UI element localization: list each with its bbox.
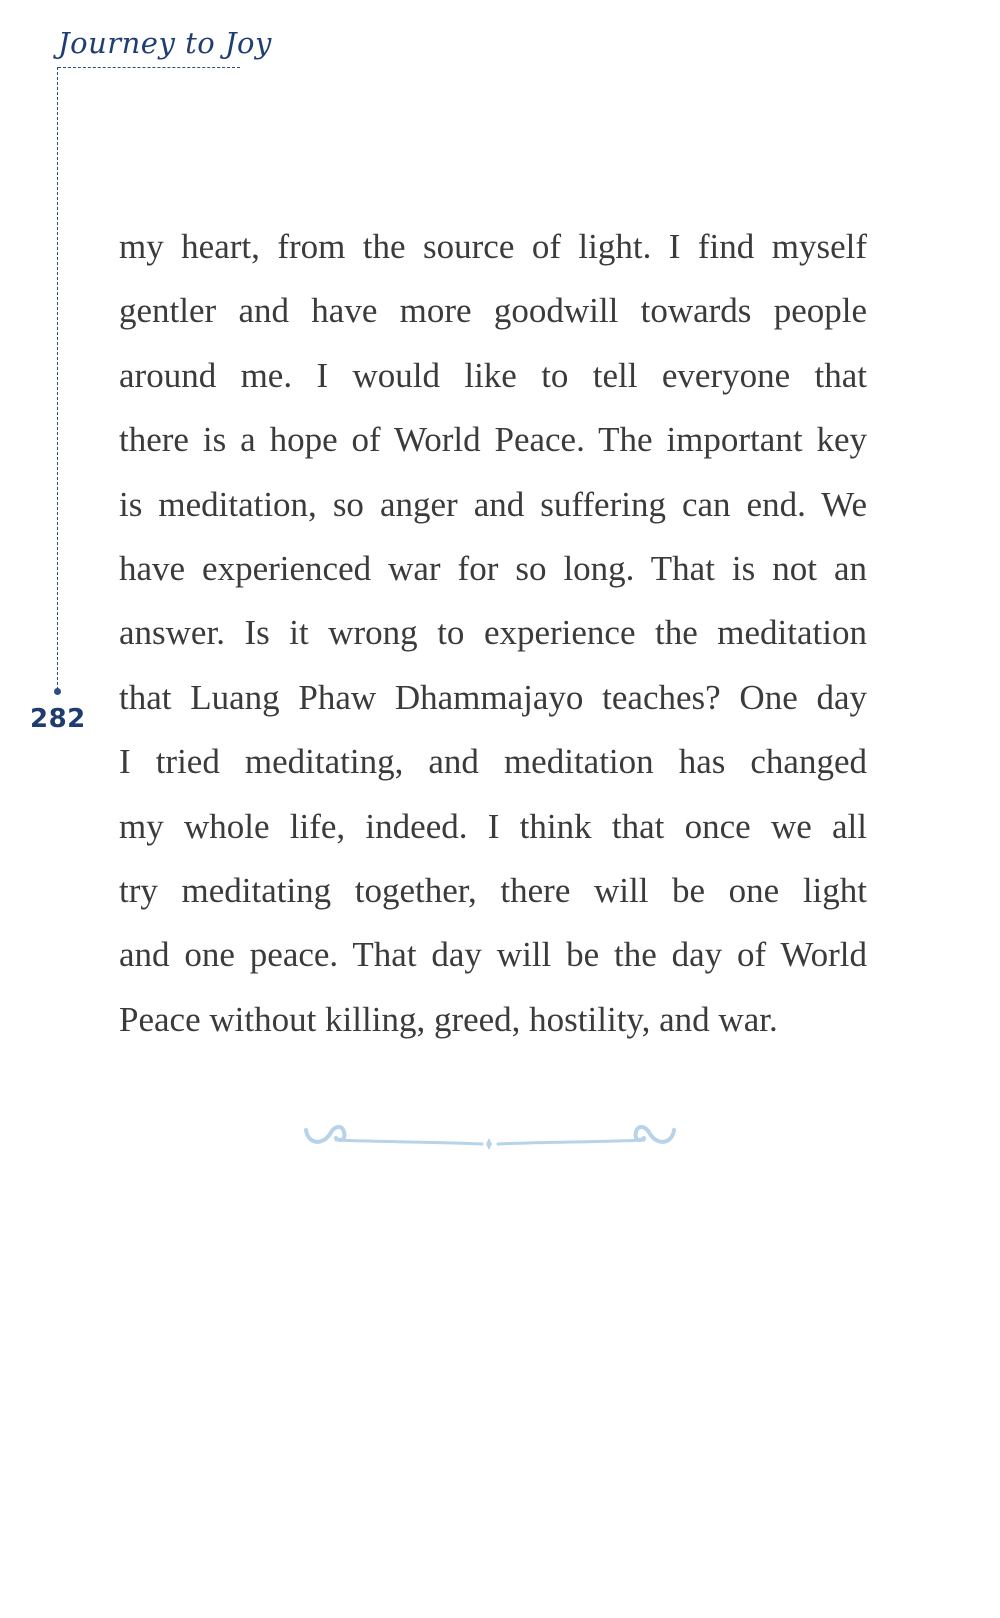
text-line: gentler and have more goodwill towards people	[119, 291, 867, 331]
ornament-center-point	[486, 1138, 492, 1150]
text-line: is meditation, so anger and suffering can end. We	[119, 484, 867, 524]
margin-rule-dot	[54, 688, 61, 695]
text-line: answer. Is it wrong to experience the meditation	[119, 613, 867, 653]
text-line: my whole life, indeed. I think that once we all	[119, 806, 867, 846]
running-title: Journey to Joy	[58, 26, 272, 60]
ornament-divider	[300, 1118, 680, 1160]
text-line: there is a hope of World Peace. The important key	[119, 420, 867, 460]
text-line: and one peace. That day will be the day of World	[119, 935, 867, 975]
page-number: 282	[30, 704, 86, 734]
header-dashed-rule	[58, 67, 240, 68]
margin-dashed-rule	[57, 67, 58, 690]
text-line: my heart, from the source of light. I find myself	[119, 227, 867, 266]
ornament-left-bar	[336, 1140, 482, 1144]
text-line: that Luang Phaw Dhammajayo teaches? One day	[119, 677, 867, 717]
text-line: around me. I would like to tell everyone that	[119, 355, 867, 395]
text-line: try meditating together, there will be one light	[119, 871, 867, 911]
text-line: have experienced war for so long. That is not an	[119, 549, 867, 589]
text-line: I tried meditating, and meditation has changed	[119, 742, 867, 782]
text-line: Peace without killing, greed, hostility, and war.	[119, 999, 778, 1039]
ornament-right-flourish	[636, 1127, 674, 1142]
body-paragraph	[119, 215, 867, 1052]
ornament-right-bar	[498, 1140, 644, 1144]
